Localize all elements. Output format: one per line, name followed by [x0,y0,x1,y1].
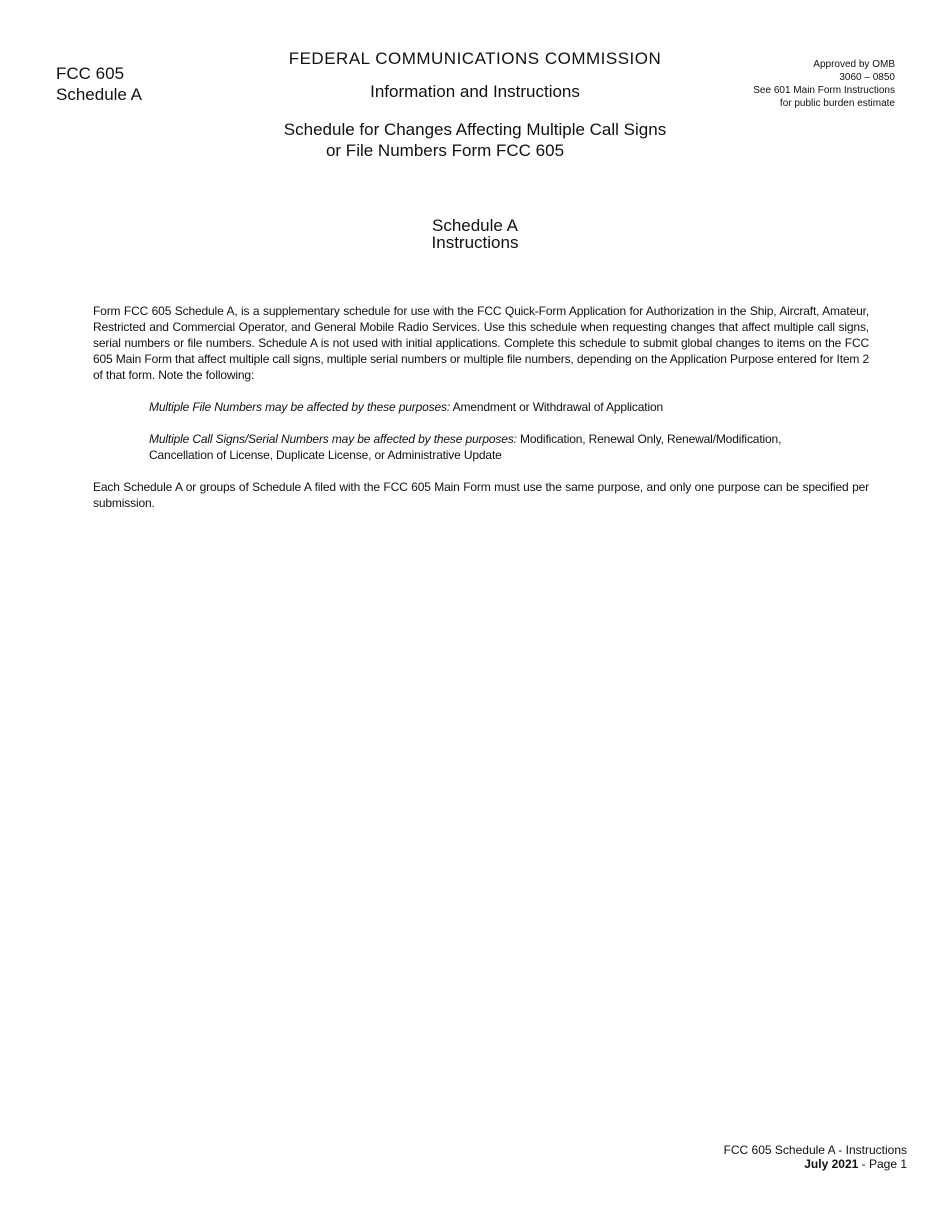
title-line-1: Schedule for Changes Affecting Multiple Call Signs [283,120,667,139]
footer-page-number: - Page 1 [858,1157,907,1171]
note-label: Multiple Call Signs/Serial Numbers may be affected by these purposes: [149,432,517,446]
title-line-2: or File Numbers Form FCC 605 [325,141,565,160]
note-label: Multiple File Numbers may be affected by these purposes: [149,400,451,414]
footer-page-info [724,1157,907,1171]
section-heading-line-2: Instructions [431,233,519,252]
omb-line-4: for public burden estimate [779,98,895,109]
note-file-numbers [149,399,869,415]
document-title [0,119,950,161]
note-text: Amendment or Withdrawal of Application [450,400,664,414]
document-subtitle: Information and Instructions [370,82,580,101]
omb-approval [753,58,895,110]
agency-name: FEDERAL COMMUNICATIONS COMMISSION [288,49,662,68]
section-heading-line-1: Schedule A [431,216,518,235]
omb-line-1: Approved by OMB [813,59,895,70]
closing-paragraph: Each Schedule A or groups of Schedule A filed with the FCC 605 Main Form must use the same purpose, and only one purpose can be specified per submission. [93,480,869,510]
form-number: FCC 605 [56,64,125,83]
footer-form-label: FCC 605 Schedule A - Instructions [723,1143,907,1157]
section-heading [0,217,950,251]
note-call-signs [149,431,869,463]
instructions-body [93,303,869,527]
page-footer [724,1143,907,1171]
intro-paragraph: Form FCC 605 Schedule A, is a supplementary schedule for use with the FCC Quick-Form Application for Authorization in the Ship, Aircraft, Amateur, Restricted and Commercial Operator, and General Mobile Radio Services. Use this schedule when requesting changes that affect multiple call signs, serial numbers or file numbers. Schedule A is not used with initial applications. Complete this schedule to submit global changes to items on the FCC 605 Main Form that affect multiple call signs, multiple serial numbers or multiple file numbers, depending on the Application Purpose entered for Item 2 of that form. Note the following: [93,304,869,382]
omb-line-2: 3060 – 0850 [839,72,895,83]
form-schedule: Schedule A [56,85,143,104]
footer-date: July 2021 [804,1157,859,1171]
note-text: Modification, Renewal Only, Renewal/Modification, Cancellation of License, Duplicate License, or Administrative Update [149,432,782,462]
omb-line-3: See 601 Main Form Instructions [753,85,895,96]
